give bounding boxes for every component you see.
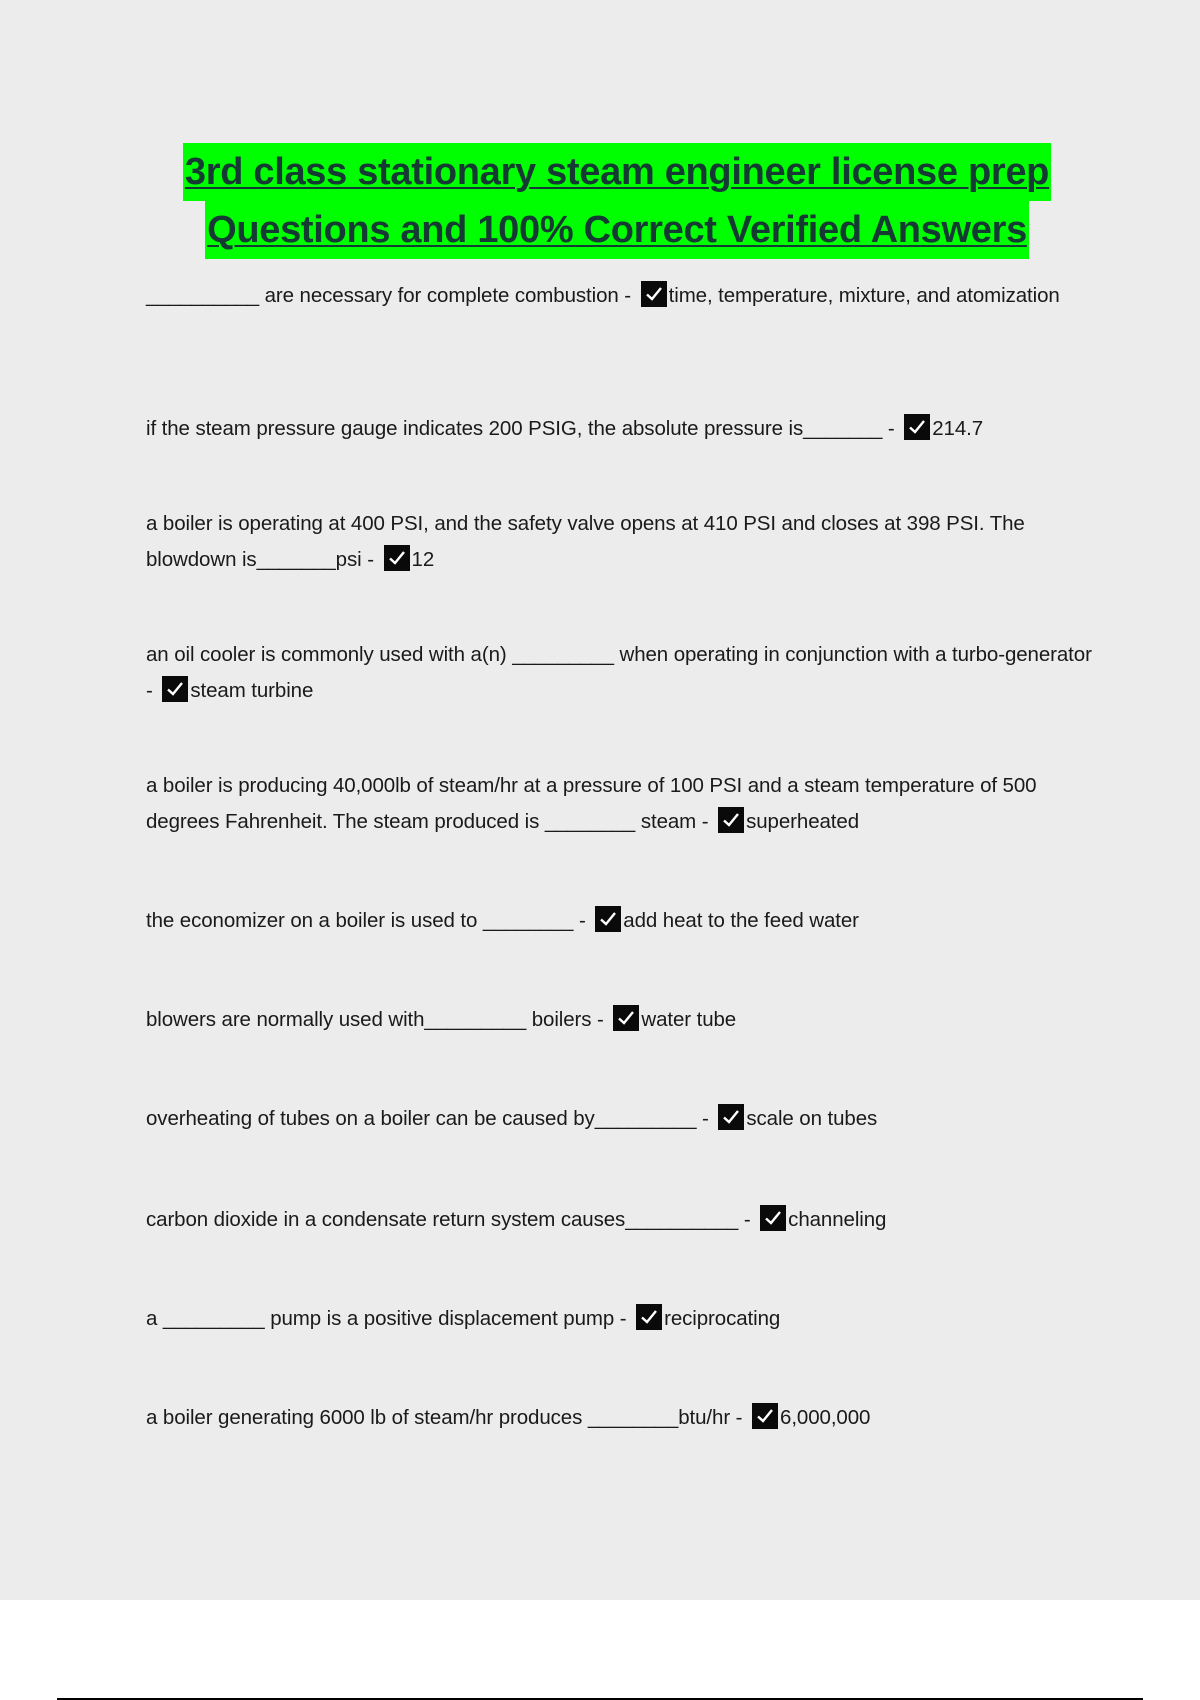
checkmark-icon xyxy=(162,676,188,702)
checkmark-icon xyxy=(718,1104,744,1130)
separator: - xyxy=(735,1406,743,1429)
answer-text: 6,000,000 xyxy=(780,1406,871,1429)
separator: - xyxy=(702,1107,709,1130)
question-text: a boiler generating 6000 lb of steam/hr produces ________btu/hr xyxy=(146,1406,731,1429)
answer-text: water tube xyxy=(641,1008,737,1031)
answer-text: steam turbine xyxy=(190,679,314,702)
qa-item-1 xyxy=(146,278,1096,314)
question-text: overheating of tubes on a boiler can be caused by_________ xyxy=(146,1107,697,1130)
separator: - xyxy=(619,1307,627,1330)
answer-text: 12 xyxy=(411,548,435,571)
separator: - xyxy=(887,417,895,440)
checkmark-icon xyxy=(641,281,667,307)
question-text: a boiler is operating at 400 PSI, and the safety valve opens at 410 PSI and closes at 398 PSI. The blowdown is_______psi xyxy=(146,512,1025,571)
separator: - xyxy=(597,1008,604,1031)
checkmark-icon xyxy=(384,545,410,571)
checkmark-icon xyxy=(752,1403,778,1429)
qa-item-5 xyxy=(146,768,1096,840)
separator: - xyxy=(578,909,586,932)
checkmark-icon xyxy=(760,1205,786,1231)
answer-text: channeling xyxy=(788,1208,887,1231)
separator: - xyxy=(701,810,709,833)
checkmark-icon xyxy=(718,807,744,833)
title-line-2: Questions and 100% Correct Verified Answers xyxy=(205,201,1029,259)
qa-item-2 xyxy=(146,411,1096,447)
document-title xyxy=(0,143,1200,259)
qa-item-10 xyxy=(146,1301,1096,1337)
qa-item-9 xyxy=(146,1202,1096,1238)
answer-text: superheated xyxy=(746,810,859,833)
question-text: if the steam pressure gauge indicates 200 PSIG, the absolute pressure is_______ xyxy=(146,417,883,440)
answer-text: add heat to the feed water xyxy=(623,909,859,932)
checkmark-icon xyxy=(904,414,930,440)
qa-item-7 xyxy=(146,1002,1096,1038)
question-text: an oil cooler is commonly used with a(n) _________ when operating in conjunction with a turbo-generator xyxy=(146,643,1092,666)
question-text: a _________ pump is a positive displacement pump xyxy=(146,1307,615,1330)
question-text: blowers are normally used with_________ boilers xyxy=(146,1008,592,1031)
title-line-1: 3rd class stationary steam engineer license prep xyxy=(183,143,1051,201)
answer-text: time, temperature, mixture, and atomization xyxy=(668,284,1060,307)
qa-item-11 xyxy=(146,1400,1096,1436)
question-text: a boiler is producing 40,000lb of steam/hr at a pressure of 100 PSI and a steam temperature of 500 degrees Fahrenheit. The steam produced is ________ steam xyxy=(146,774,1037,833)
separator: - xyxy=(367,548,374,571)
checkmark-icon xyxy=(636,1304,662,1330)
question-text: carbon dioxide in a condensate return system causes__________ xyxy=(146,1208,739,1231)
qa-item-3 xyxy=(146,506,1096,578)
question-text: __________ are necessary for complete combustion xyxy=(146,284,619,307)
answer-text: 214.7 xyxy=(932,417,984,440)
answer-text: reciprocating xyxy=(664,1307,781,1330)
answer-text: scale on tubes xyxy=(746,1107,878,1130)
question-text: the economizer on a boiler is used to ________ xyxy=(146,909,574,932)
checkmark-icon xyxy=(613,1005,639,1031)
qa-item-8 xyxy=(146,1101,1096,1137)
qa-item-4 xyxy=(146,637,1096,709)
separator: - xyxy=(146,679,153,702)
separator: - xyxy=(743,1208,751,1231)
separator: - xyxy=(624,284,632,307)
qa-item-6 xyxy=(146,903,1096,939)
checkmark-icon xyxy=(595,906,621,932)
